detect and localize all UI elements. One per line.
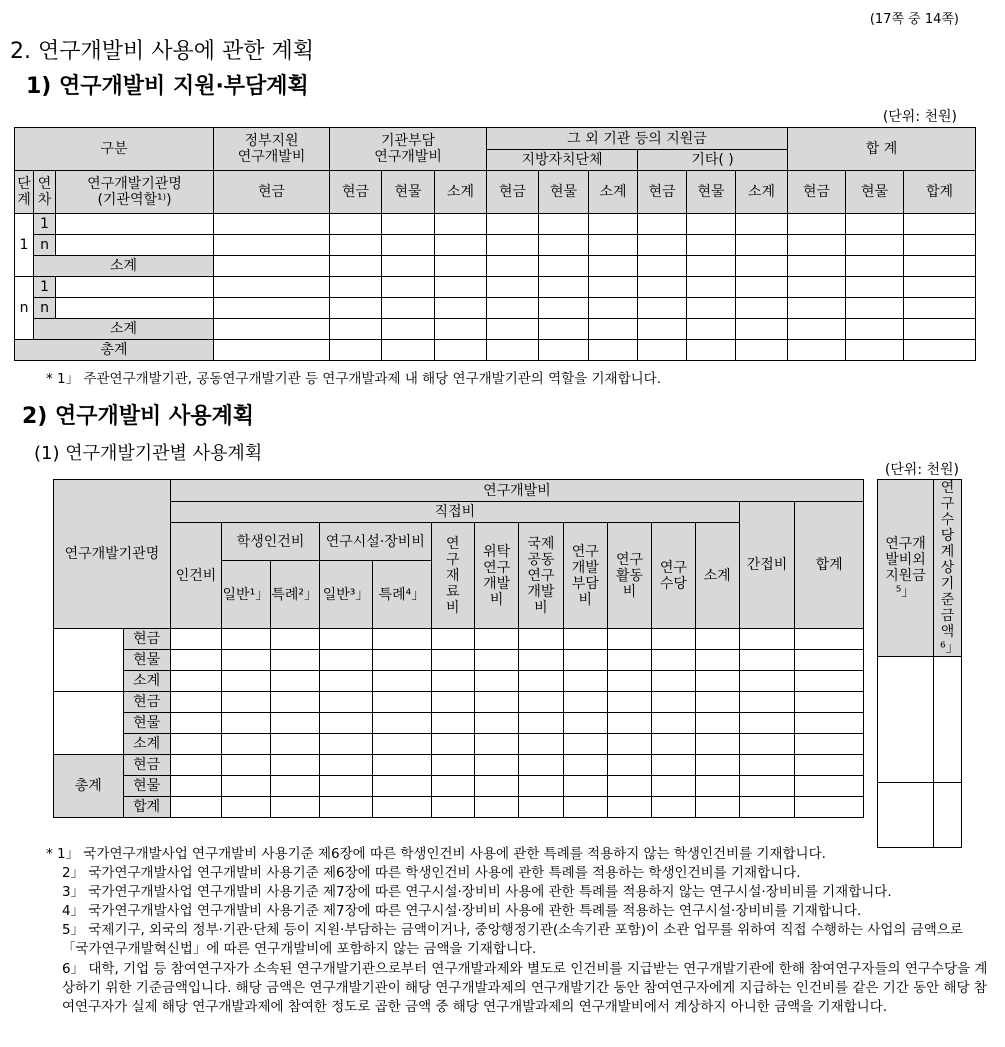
subtotal-label: 소계 [34,319,214,340]
row-label-inkind: 현물 [123,650,170,671]
stage-cell: 1 [15,214,34,277]
header-inkind: 현물 [687,171,736,214]
header-burden: 연구개발부담비 [563,523,607,629]
header-sum: 합계 [904,171,976,214]
header-etc: 기타( ) [638,150,788,171]
stage-cell: n [15,277,34,340]
page-indicator: (17쪽 중 14쪽) [869,12,959,27]
footnote-6: 6」 대학, 기업 등 참여연구자가 소속된 연구개발기관으로부터 연구개발과제와 별도로 인건비를 지급받는 연구개발기관에 한해 참여연구자들의 연구수당을 계상하기 위한 기준금액입니다. 해당 금액은 연구개발기관이 해당 연구개발과제의 연구개발기간 동안 참여연구자에게 지급하는 인건비를 같은 기간 동안 해당 참여연구자가 실제 해당 연구개발과제에 참여한 정도로 곱한 금액 중 해당 연구개발과제의 연구개발비에서 계상하지 아니한 금액을 기재합니다. [62,961,988,1015]
header-total: 합 계 [788,128,976,171]
header-inst-name: 연구개발기관명 [54,480,171,629]
grand-total-label: 총계 [15,340,214,361]
header-inkind: 현물 [539,171,589,214]
year-cell: 1 [34,214,56,235]
header-inkind: 현물 [382,171,435,214]
header-cash: 현금 [214,171,330,214]
subsection-title-support-plan: 1) 연구개발비 지원·부담계획 [26,74,309,99]
header-student: 학생인건비 [222,523,320,561]
header-stage: 단 계 [15,171,34,214]
subsection-title-usage-plan: 2) 연구개발비 사용계획 [22,404,254,429]
subtotal-label: 소계 [34,256,214,277]
header-cash: 현금 [330,171,382,214]
header-outsourcing: 위탁연구개발비 [474,523,518,629]
header-direct: 직접비 [170,502,739,523]
header-personnel: 인건비 [170,523,221,629]
row-label-subtotal: 소계 [123,671,170,692]
footnote-2: 2」 국가연구개발사업 연구개발비 사용기준 제6장에 따른 학생인건비 사용에 관한 특례를 적용하는 학생인건비를 기재합니다. [62,865,801,881]
footnote-5: 5」 국제기구, 외국의 정부·기관·단체 등이 지원·부담하는 금액이거나, 중앙행정기관(소속기관 포함)이 소관 업무를 위하여 직접 수행하는 사업의 금액으로 「국가연구개발혁신법」에 따른 연구개발비에 포함하지 않는 금액을 기재합니다. [62,922,963,957]
header-total: 합계 [795,502,864,629]
header-material: 연구재료비 [431,523,474,629]
header-other-support: 그 외 기관 등의 지원금 [487,128,788,150]
year-cell: 1 [34,277,56,298]
footnote-1: * 1」 주관연구개발기관, 공동연구개발기관 등 연구개발과제 내 해당 연구개발기관의 역할을 기재합니다. [46,371,662,387]
grand-total-label: 총계 [54,755,124,818]
header-inst-name: 연구개발기관명 (기관역할¹⁾) [56,171,214,214]
row-label-sum: 합계 [123,797,170,818]
header-inst-burden: 기관부담 연구개발비 [330,128,487,171]
usage-plan-side-table [877,479,962,848]
section-title: 2. 연구개발비 사용에 관한 계획 [10,39,314,64]
header-allowance-base: 연구수당계상기준금액⁶」 [934,480,962,657]
footnote-4: 4」 국가연구개발사업 연구개발비 사용기준 제7장에 따른 연구시설·장비비 사용에 관한 특례를 적용하는 연구시설·장비비를 기재합니다. [62,903,862,919]
header-cash: 현금 [788,171,846,214]
header-intl: 국제공동연구개발비 [519,523,563,629]
row-label-subtotal: 소계 [123,734,170,755]
header-gen3: 일반³」 [319,561,372,629]
row-label-cash: 현금 [123,755,170,776]
unit-label: (단위: 천원) [882,109,957,125]
header-gubun: 구분 [15,128,214,171]
usage-plan-table [53,479,864,818]
header-inkind: 현물 [846,171,904,214]
header-spec4: 특례⁴」 [373,561,431,629]
support-plan-table [14,127,976,361]
header-rnd: 연구개발비 [170,480,863,502]
footnote-1: * 1」 국가연구개발사업 연구개발비 사용기준 제6장에 따른 학생인건비 사용에 관한 특례를 적용하지 않는 학생인건비를 기재합니다. [46,846,826,862]
header-outside-funds: 연구개발비외지원금⁵」 [878,480,934,657]
header-subtotal: 소계 [736,171,788,214]
header-activity: 연구활동비 [607,523,651,629]
header-indirect: 간접비 [739,502,794,629]
row-label-cash: 현금 [123,692,170,713]
header-spec2: 특례²」 [270,561,319,629]
header-allowance: 연구수당 [652,523,695,629]
header-cash: 현금 [638,171,687,214]
header-local-gov: 지방자치단체 [487,150,638,171]
year-cell: n [34,298,56,319]
header-gen1: 일반¹」 [222,561,270,629]
header-facility: 연구시설·장비비 [319,523,431,561]
row-label-cash: 현금 [123,629,170,650]
year-cell: n [34,235,56,256]
subsubsection-title: (1) 연구개발기관별 사용계획 [34,443,263,464]
header-cash: 현금 [487,171,539,214]
row-label-inkind: 현물 [123,713,170,734]
header-year: 연 차 [34,171,56,214]
header-subtotal: 소계 [589,171,638,214]
footnote-3: 3」 국가연구개발사업 연구개발비 사용기준 제7장에 따른 연구시설·장비비 사용에 관한 특례를 적용하지 않는 연구시설·장비비를 기재합니다. [62,884,892,900]
row-label-inkind: 현물 [123,776,170,797]
header-subtotal: 소계 [435,171,487,214]
header-gov-funds: 정부지원 연구개발비 [214,128,330,171]
unit-label: (단위: 천원) [884,462,959,478]
header-subtotal: 소계 [695,523,739,629]
